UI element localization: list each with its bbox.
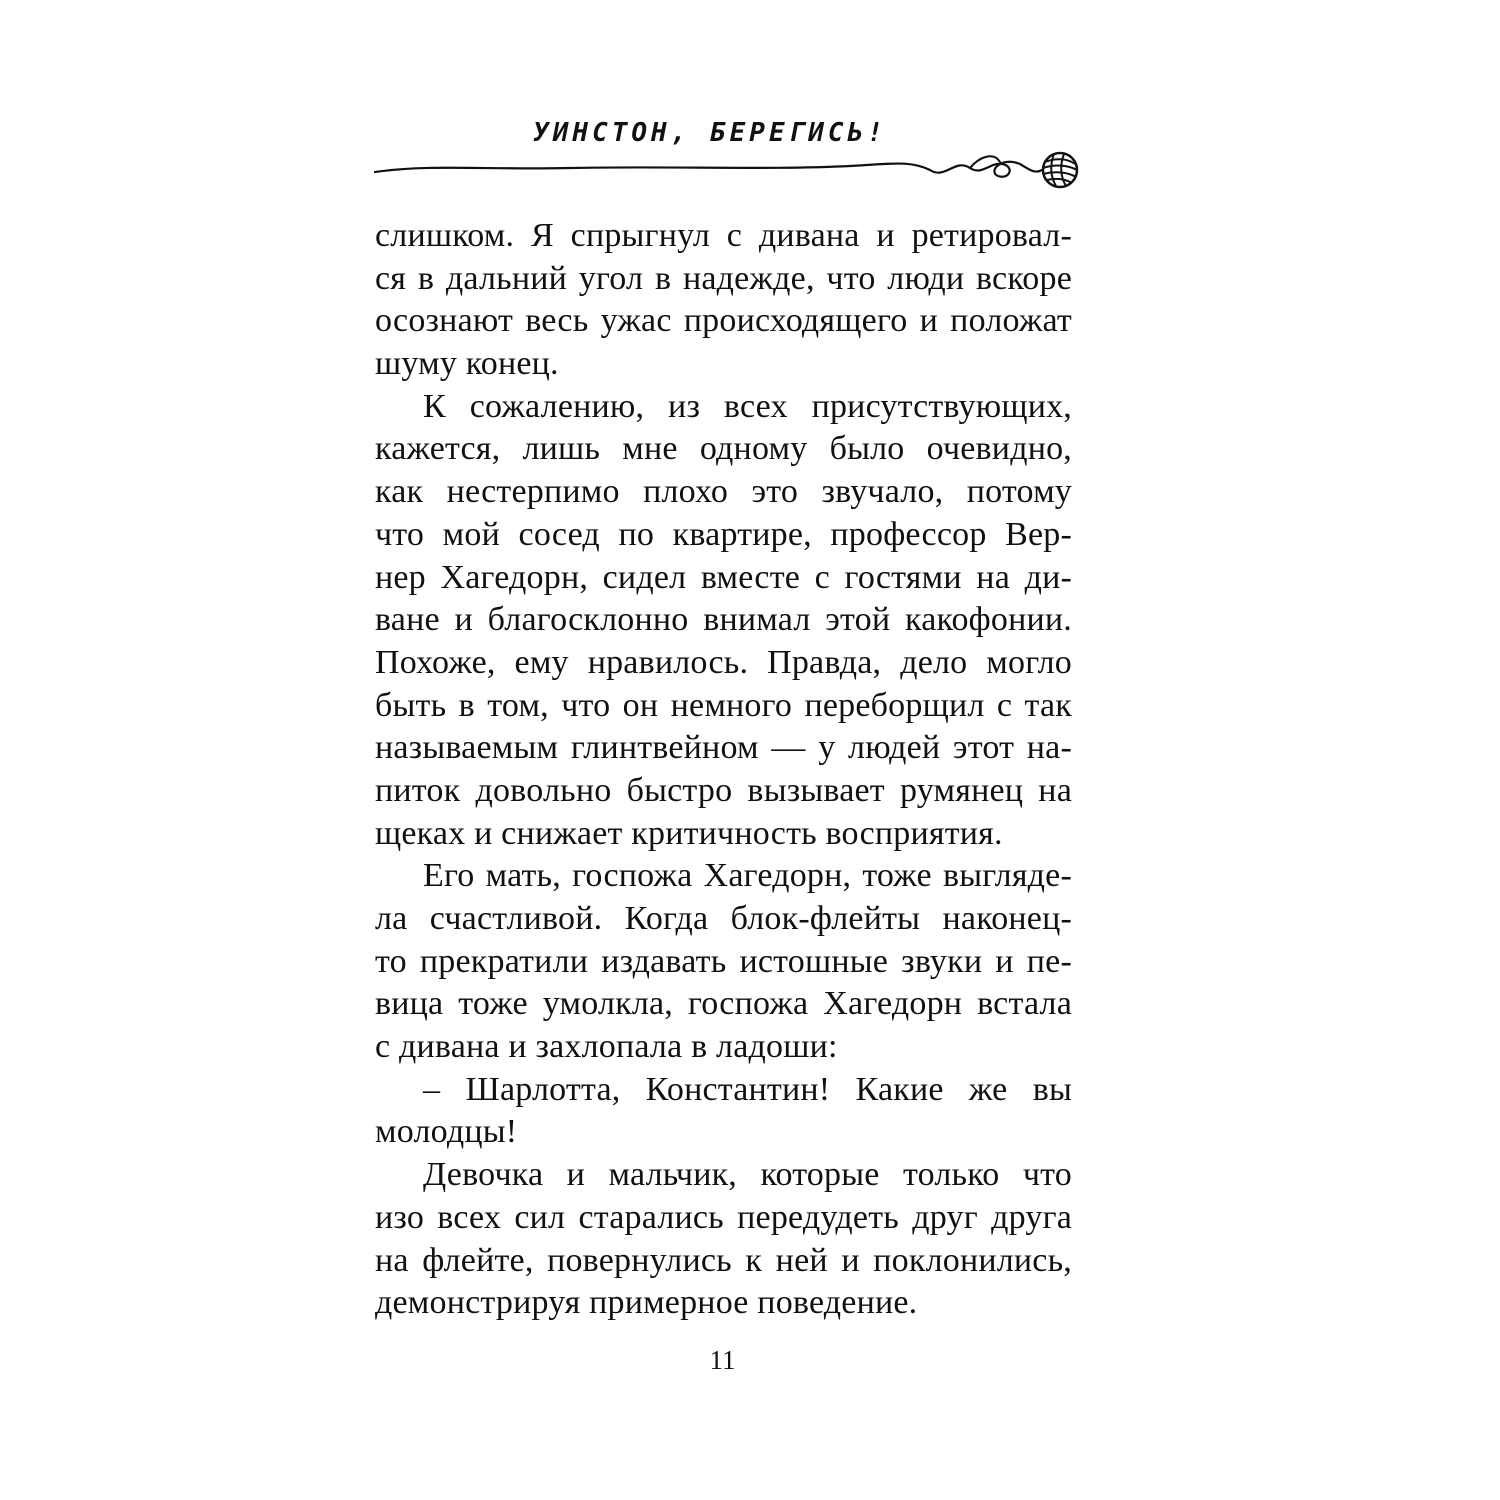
text-line: быть в том, что он немного переборщил с так	[375, 686, 1072, 724]
text-line: ване и благосклонно внимал этой какофонии.	[375, 601, 1072, 639]
thread-line	[375, 162, 1042, 177]
text-line: нер Хагедорн, сидел вместе с гостями на ди-	[375, 558, 1072, 596]
text-line: – Шарлотта, Константин! Какие же вы	[423, 1070, 1072, 1108]
text-line: Девочка и мальчик, которые только что	[423, 1156, 1072, 1194]
paragraph	[375, 215, 1072, 386]
paragraph	[375, 1069, 1072, 1154]
text-line: осознают весь ужас происходящего и положат	[375, 302, 1072, 340]
text-line: питок довольно быстро вызывает румянец на	[375, 771, 1072, 809]
text-line: Похоже, ему нравилось. Правда, дело могло	[375, 643, 1072, 681]
yarn-ball-icon	[1043, 153, 1077, 187]
text-line: Его мать, госпожа Хагедорн, тоже выгляде-	[423, 857, 1072, 895]
text-line: на флейте, повернулись к ней и поклонились,	[375, 1241, 1072, 1279]
text-line: ся в дальний угол в надежде, что люди вскоре	[375, 259, 1072, 297]
text-line: как нестерпимо плохо это звучало, потому	[375, 473, 1072, 511]
text-line: называемым глинтвейном — у людей этот на-	[375, 729, 1072, 767]
text-line: молодцы!	[375, 1113, 518, 1151]
paragraph	[375, 1154, 1072, 1325]
text-line: изо всех сил старались передудеть друг друга	[375, 1198, 1072, 1236]
text-line: щеках и снижает критичность восприятия.	[375, 814, 1003, 852]
paragraph	[375, 386, 1072, 856]
running-header-title: УИНСТОН, БЕРЕГИСЬ!	[533, 118, 887, 148]
running-header	[370, 110, 1090, 190]
text-line: ла счастливой. Когда блок-флейты наконец-	[375, 900, 1072, 937]
text-line: то прекратили издавать истошные звуки и пе-	[375, 942, 1072, 980]
text-line: с дивана и захлопала в ладоши:	[375, 1028, 838, 1066]
text-line: слишком. Я спрыгнул с дивана и ретировал-	[375, 217, 1072, 254]
text-line: вица тоже умолкла, госпожа Хагедорн встала	[375, 985, 1072, 1023]
page-number: 11	[709, 1345, 736, 1375]
page-body	[375, 215, 1072, 1325]
text-line: демонстрируя примерное поведение.	[375, 1284, 918, 1322]
text-line: что мой сосед по квартире, профессор Вер-	[375, 515, 1072, 553]
text-line: К сожалению, из всех присутствующих,	[423, 387, 1072, 425]
thread-ornament	[370, 140, 1090, 200]
text-line: шуму конец.	[375, 345, 559, 383]
text-line: кажется, лишь мне одному было очевидно,	[375, 430, 1072, 468]
paragraph	[375, 855, 1072, 1068]
